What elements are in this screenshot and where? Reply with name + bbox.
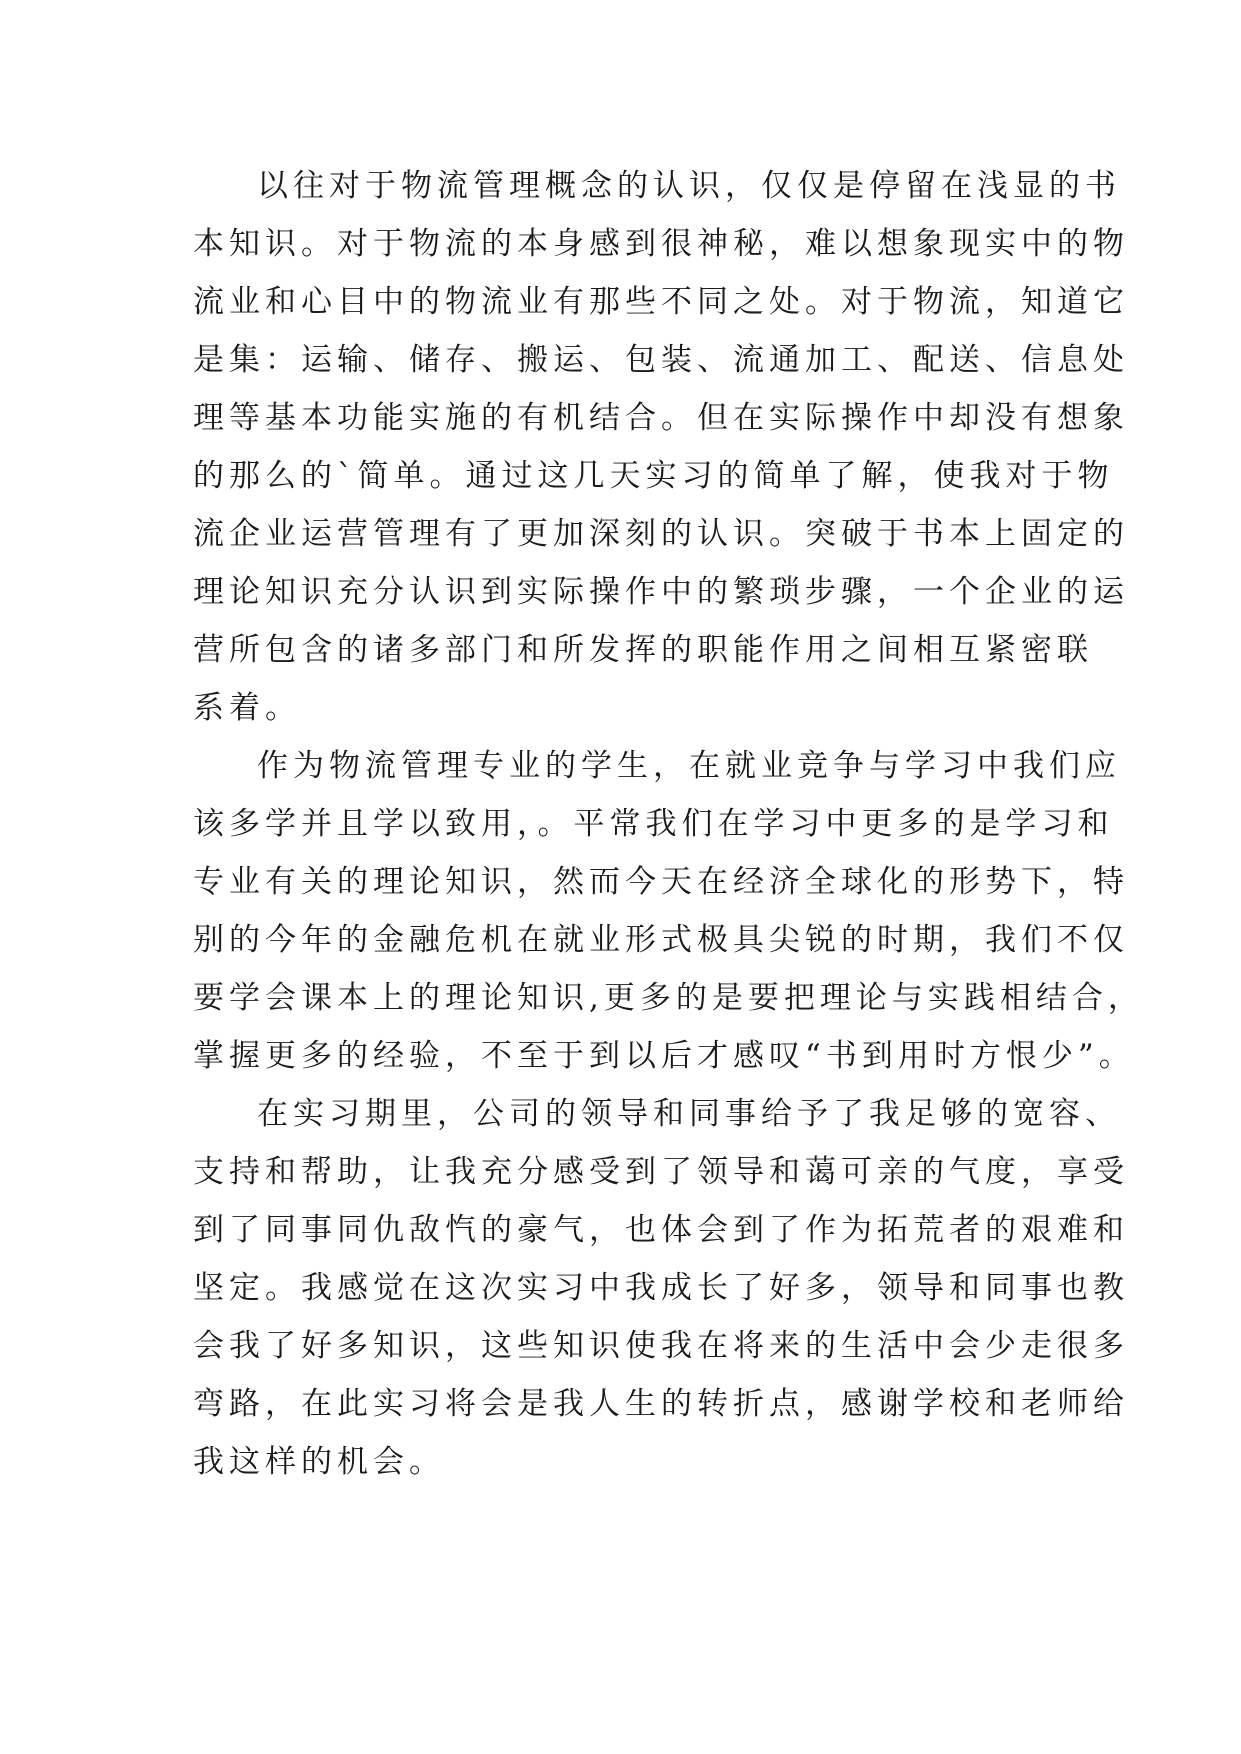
paragraph-1 <box>193 157 1129 737</box>
text-line: 的那么的`简单。通过这几天实习的简单了解，使我对于物 <box>193 458 1114 494</box>
text-line: 流企业运营管理有了更加深刻的认识。突破于书本上固定的 <box>193 516 1129 552</box>
text-line: 会我了好多知识，这些知识使我在将来的生活中会少走很多 <box>193 1328 1129 1364</box>
text-line: 系着。 <box>193 690 301 726</box>
text-line: 以往对于物流管理概念的认识，仅仅是停留在浅显的书 <box>257 168 1121 204</box>
text-line: 弯路，在此实习将会是我人生的转折点，感谢学校和老师给 <box>193 1386 1129 1422</box>
text-line: 要学会课本上的理论知识,更多的是要把理论与实践相结合， <box>193 980 1144 1016</box>
text-line: 专业有关的理论知识，然而今天在经济全球化的形势下，特 <box>193 864 1129 900</box>
text-line: 别的今年的金融危机在就业形式极具尖锐的时期，我们不仅 <box>193 922 1129 958</box>
text-line: 坚定。我感觉在这次实习中我成长了好多，领导和同事也教 <box>193 1270 1129 1306</box>
text-line: 理论知识充分认识到实际操作中的繁琐步骤，一个企业的运 <box>193 574 1129 610</box>
text-line: 是集：运输、储存、搬运、包装、流通加工、配送、信息处 <box>193 342 1129 378</box>
text-line: 在实习期里，公司的领导和同事给予了我足够的宽容、 <box>257 1096 1121 1132</box>
text-line: 掌握更多的经验，不至于到以后才感叹“书到用时方恨少”。 <box>193 1038 1135 1074</box>
text-line: 理等基本功能实施的有机结合。但在实际操作中却没有想象 <box>193 400 1129 436</box>
text-line: 到了同事同仇敌忾的豪气，也体会到了作为拓荒者的艰难和 <box>193 1212 1129 1248</box>
text-line: 我这样的机会。 <box>193 1444 445 1480</box>
text-line: 作为物流管理专业的学生，在就业竞争与学习中我们应 <box>257 748 1121 784</box>
text-line: 该多学并且学以致用，。平常我们在学习中更多的是学习和 <box>193 806 1114 842</box>
document-body <box>193 157 1144 1491</box>
text-line: 本知识。对于物流的本身感到很神秘，难以想象现实中的物 <box>193 226 1129 262</box>
paragraph-3 <box>193 1085 1129 1491</box>
text-line: 营所包含的诸多部门和所发挥的职能作用之间相互紧密联 <box>193 632 1093 668</box>
text-line: 支持和帮助，让我充分感受到了领导和蔼可亲的气度，享受 <box>193 1154 1129 1190</box>
text-line: 流业和心目中的物流业有那些不同之处。对于物流，知道它 <box>193 284 1129 320</box>
paragraph-2 <box>193 737 1144 1085</box>
